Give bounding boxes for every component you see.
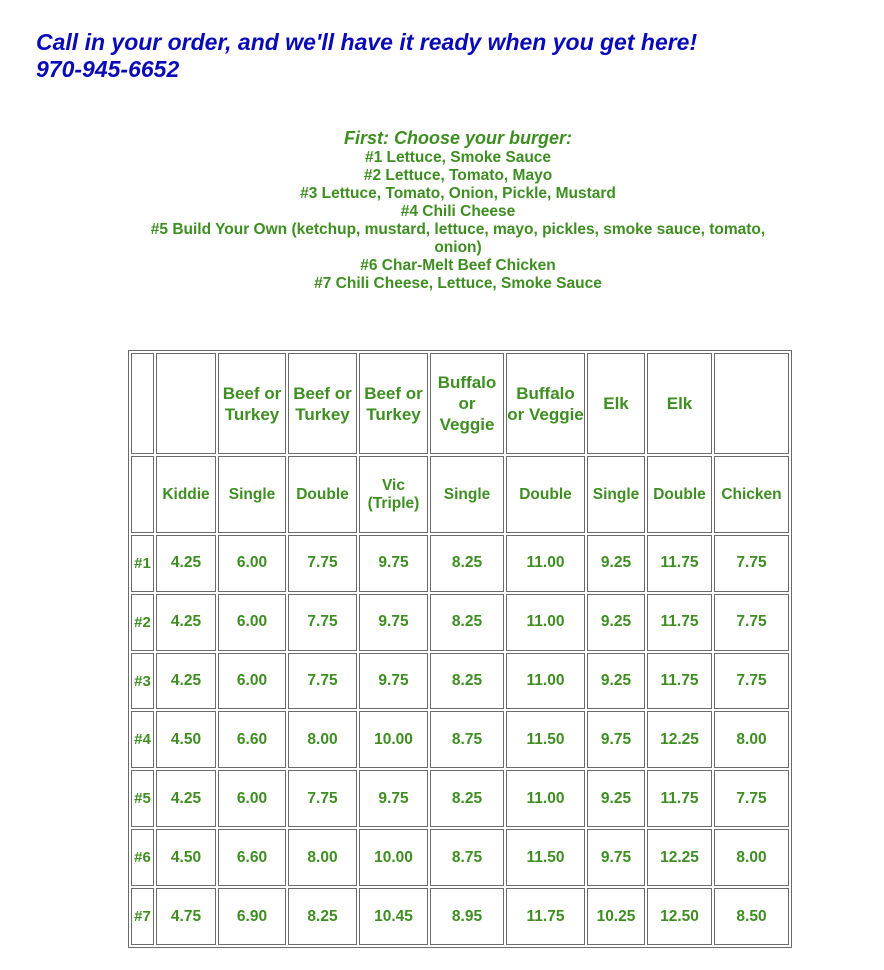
burger-options-heading: First: Choose your burger:: [343, 128, 572, 148]
meat-header-cell: [156, 353, 216, 454]
tagline: Call in your order, and we'll have it ready when you get here!: [36, 29, 698, 55]
meat-header-cell: Elk: [587, 353, 645, 454]
meat-header-cell: Elk: [647, 353, 712, 454]
size-header-cell: Chicken: [714, 456, 789, 533]
size-header-cell: Double: [647, 456, 712, 533]
price-cell: 8.25: [430, 594, 504, 651]
burger-option-2: #2 Lettuce, Tomato, Mayo: [363, 167, 553, 184]
price-cell: 11.00: [506, 653, 585, 710]
price-cell: 8.00: [288, 829, 357, 886]
table-row: [131, 829, 789, 886]
price-cell: 9.75: [359, 594, 428, 651]
meat-header-cell: Beef or Turkey: [288, 353, 357, 454]
size-header-cell: Double: [506, 456, 585, 533]
price-cell: 11.75: [647, 594, 712, 651]
price-cell: 11.75: [647, 770, 712, 827]
price-cell: 7.75: [288, 535, 357, 592]
price-cell: 6.90: [218, 888, 286, 945]
meat-header-cell: Beef or Turkey: [218, 353, 286, 454]
table-row: [131, 711, 789, 768]
table-row: [131, 535, 789, 592]
price-cell: 12.25: [647, 829, 712, 886]
burger-number-cell: #5: [131, 770, 154, 827]
meat-header-cell: [131, 353, 154, 454]
price-cell: 4.25: [156, 770, 216, 827]
price-cell: 8.00: [714, 829, 789, 886]
price-cell: 7.75: [288, 770, 357, 827]
price-cell: 10.00: [359, 829, 428, 886]
burger-option-6: #6 Char-Melt Beef Chicken: [360, 257, 556, 274]
price-cell: 11.75: [647, 653, 712, 710]
meat-header-cell: Buffalo or Veggie: [430, 353, 504, 454]
price-cell: 4.25: [156, 535, 216, 592]
price-cell: 8.95: [430, 888, 504, 945]
price-cell: 8.75: [430, 829, 504, 886]
price-cell: 9.75: [359, 653, 428, 710]
price-cell: 4.50: [156, 711, 216, 768]
price-cell: 11.75: [506, 888, 585, 945]
price-cell: 4.50: [156, 829, 216, 886]
call-in-callout: [36, 29, 697, 83]
meat-header-cell: Buffalo or Veggie: [506, 353, 585, 454]
price-cell: 10.45: [359, 888, 428, 945]
burger-option-1: #1 Lettuce, Smoke Sauce: [364, 149, 552, 166]
price-cell: 8.75: [430, 711, 504, 768]
price-cell: 11.50: [506, 711, 585, 768]
price-cell: 11.00: [506, 770, 585, 827]
size-header-cell: Vic (Triple): [359, 456, 428, 533]
burger-option-7: #7 Chili Cheese, Lettuce, Smoke Sauce: [314, 275, 602, 292]
price-cell: 12.25: [647, 711, 712, 768]
price-cell: 10.00: [359, 711, 428, 768]
price-cell: 4.75: [156, 888, 216, 945]
price-cell: 11.00: [506, 594, 585, 651]
price-cell: 6.60: [218, 829, 286, 886]
price-cell: 7.75: [288, 594, 357, 651]
price-cell: 4.25: [156, 653, 216, 710]
size-header-cell: Kiddie: [156, 456, 216, 533]
price-cell: 12.50: [647, 888, 712, 945]
burger-number-cell: #2: [131, 594, 154, 651]
burger-number-cell: #7: [131, 888, 154, 945]
price-table-body: [131, 353, 789, 945]
meat-header-row: [131, 353, 789, 454]
price-cell: 9.75: [587, 711, 645, 768]
meat-header-cell: [714, 353, 789, 454]
price-cell: 9.25: [587, 594, 645, 651]
burger-number-cell: #3: [131, 653, 154, 710]
price-cell: 8.50: [714, 888, 789, 945]
phone-number: 970-945-6652: [36, 56, 180, 82]
size-header-cell: Single: [430, 456, 504, 533]
price-cell: 9.75: [359, 535, 428, 592]
price-cell: 7.75: [288, 653, 357, 710]
burger-number-cell: #4: [131, 711, 154, 768]
burger-option-5: #5 Build Your Own (ketchup, mustard, lettuce, mayo, pickles, smoke sauce, tomato, onion): [150, 221, 766, 256]
price-cell: 4.25: [156, 594, 216, 651]
price-cell: 8.25: [430, 770, 504, 827]
price-cell: 7.75: [714, 535, 789, 592]
table-row: [131, 770, 789, 827]
burger-number-cell: #6: [131, 829, 154, 886]
price-table: [128, 350, 792, 948]
price-cell: 7.75: [714, 594, 789, 651]
price-cell: 9.25: [587, 653, 645, 710]
price-cell: 11.75: [647, 535, 712, 592]
price-cell: 6.60: [218, 711, 286, 768]
size-header-row: [131, 456, 789, 533]
size-header-cell: Double: [288, 456, 357, 533]
meat-header-cell: Beef or Turkey: [359, 353, 428, 454]
price-cell: 9.75: [359, 770, 428, 827]
price-cell: 6.00: [218, 770, 286, 827]
burger-options: [130, 127, 786, 293]
price-cell: 6.00: [218, 594, 286, 651]
size-header-cell: Single: [218, 456, 286, 533]
price-cell: 7.75: [714, 770, 789, 827]
burger-number-cell: #1: [131, 535, 154, 592]
price-cell: 8.25: [430, 535, 504, 592]
burger-option-3: #3 Lettuce, Tomato, Onion, Pickle, Mustard: [300, 185, 616, 202]
price-cell: 8.25: [430, 653, 504, 710]
price-cell: 9.25: [587, 535, 645, 592]
price-cell: 8.00: [288, 711, 357, 768]
price-cell: 9.25: [587, 770, 645, 827]
price-cell: 6.00: [218, 535, 286, 592]
price-cell: 9.75: [587, 829, 645, 886]
price-cell: 10.25: [587, 888, 645, 945]
price-cell: 8.25: [288, 888, 357, 945]
table-row: [131, 888, 789, 945]
price-cell: 11.00: [506, 535, 585, 592]
size-header-cell: Single: [587, 456, 645, 533]
size-header-cell: [131, 456, 154, 533]
price-cell: 7.75: [714, 653, 789, 710]
price-cell: 6.00: [218, 653, 286, 710]
price-cell: 11.50: [506, 829, 585, 886]
table-row: [131, 594, 789, 651]
burger-option-4: #4 Chili Cheese: [400, 203, 516, 220]
table-row: [131, 653, 789, 710]
price-cell: 8.00: [714, 711, 789, 768]
